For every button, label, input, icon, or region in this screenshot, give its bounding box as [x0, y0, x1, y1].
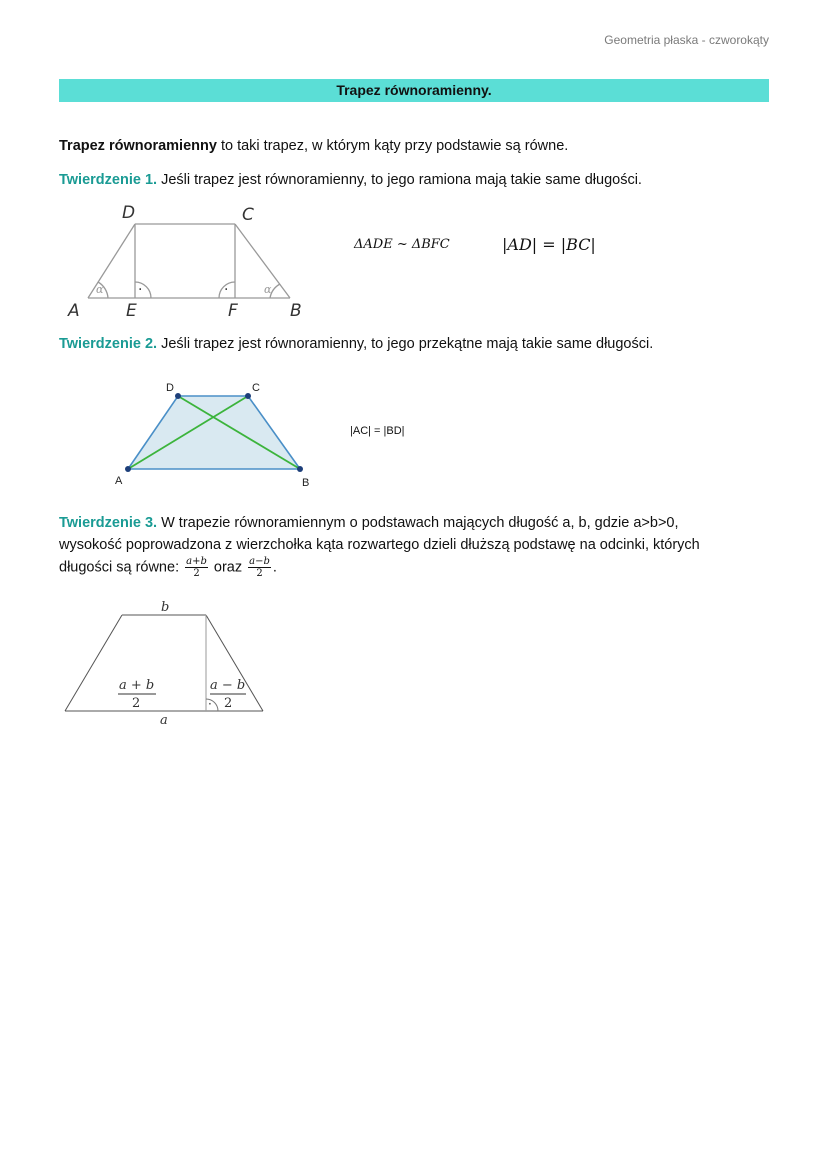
theorem-2-label: Twierdzenie 2. — [59, 336, 158, 352]
fig3-dot: · — [208, 697, 212, 711]
theorem-3-oraz: oraz — [209, 559, 247, 576]
theorem-3-text-line2: wysokość poprowadzona z wierzchołka kąta rozwartego dzieli dłuższą podstawę na odcinki, których — [59, 537, 700, 553]
fig3-right-den: 2 — [224, 696, 233, 711]
fig2-vertex-d — [175, 393, 181, 399]
theorem-3-end: . — [272, 559, 277, 576]
theorem-1-similarity: ΔADE ~ ΔBFC — [354, 237, 450, 252]
theorem-3-text-line3: długości są równe: — [59, 559, 184, 576]
fig1-angle-b-arc — [270, 284, 280, 298]
fig1-alpha-right: α — [264, 283, 272, 296]
definition-text: to taki trapez, w którym kąty przy podstawie są równe. — [216, 138, 569, 154]
figure-theorem-2 — [110, 378, 320, 490]
fig1-label-a: A — [68, 301, 80, 321]
fig3-left-num: a + b — [119, 678, 155, 693]
fig2-vertex-b — [297, 466, 303, 472]
fig3-leg-left — [65, 615, 122, 711]
theorem-3 — [59, 512, 771, 579]
header-note: Geometria płaska - czworokąty — [604, 33, 769, 47]
fig1-dot-f: · — [224, 282, 229, 298]
fig1-label-c: C — [242, 205, 254, 225]
fig1-label-d: D — [122, 203, 136, 223]
definition — [59, 135, 771, 157]
fig1-dot-e: · — [138, 282, 143, 298]
fraction-a-minus-b — [248, 556, 271, 579]
fig3-left-den: 2 — [132, 696, 141, 711]
fig2-trapezoid — [128, 396, 300, 469]
fig3-label-a: a — [160, 713, 168, 728]
theorem-1-text: Jeśli trapez jest równoramienny, to jego ramiona mają takie same długości. — [157, 172, 642, 188]
fig1-label-b: B — [290, 301, 302, 321]
fig2-label-a: A — [115, 475, 123, 487]
fig2-label-b: B — [302, 477, 310, 489]
theorem-1-equality: |AD| = |BC| — [502, 235, 596, 254]
fig2-vertex-a — [125, 466, 131, 472]
fig3-right-num: a − b — [210, 678, 246, 693]
theorem-2 — [59, 333, 771, 355]
fraction-a-plus-b-num: a+b — [186, 556, 207, 567]
fig2-label-d: D — [166, 382, 174, 394]
fig1-leg-bc — [235, 224, 290, 298]
fig3-label-b: b — [161, 600, 170, 615]
theorem-2-equality: |AC| = |BD| — [350, 425, 405, 437]
fraction-a-minus-b-den: 2 — [256, 568, 263, 579]
fig1-label-e: E — [126, 301, 137, 321]
theorem-1 — [59, 169, 771, 191]
fig1-alpha-left: α — [96, 283, 104, 296]
page-title: Trapez równoramienny. — [59, 79, 769, 102]
fig2-label-c: C — [252, 382, 260, 394]
fig3-leg-right — [206, 615, 263, 711]
fraction-a-minus-b-num: a−b — [249, 556, 270, 567]
theorem-1-label: Twierdzenie 1. — [59, 172, 158, 188]
definition-term: Trapez równoramienny — [59, 138, 217, 154]
figure-theorem-3 — [60, 598, 270, 728]
fig1-label-f: F — [228, 301, 238, 321]
fraction-a-plus-b-den: 2 — [193, 568, 200, 579]
theorem-2-text: Jeśli trapez jest równoramienny, to jego przekątne mają takie same długości. — [157, 336, 654, 352]
theorem-3-label: Twierdzenie 3. — [59, 515, 158, 531]
theorem-3-text-line1: W trapezie równoramiennym o podstawach mających długość a, b, gdzie a>b>0, — [157, 515, 679, 531]
figure-theorem-1 — [60, 200, 320, 320]
fraction-a-plus-b — [185, 556, 208, 579]
fig2-vertex-c — [245, 393, 251, 399]
